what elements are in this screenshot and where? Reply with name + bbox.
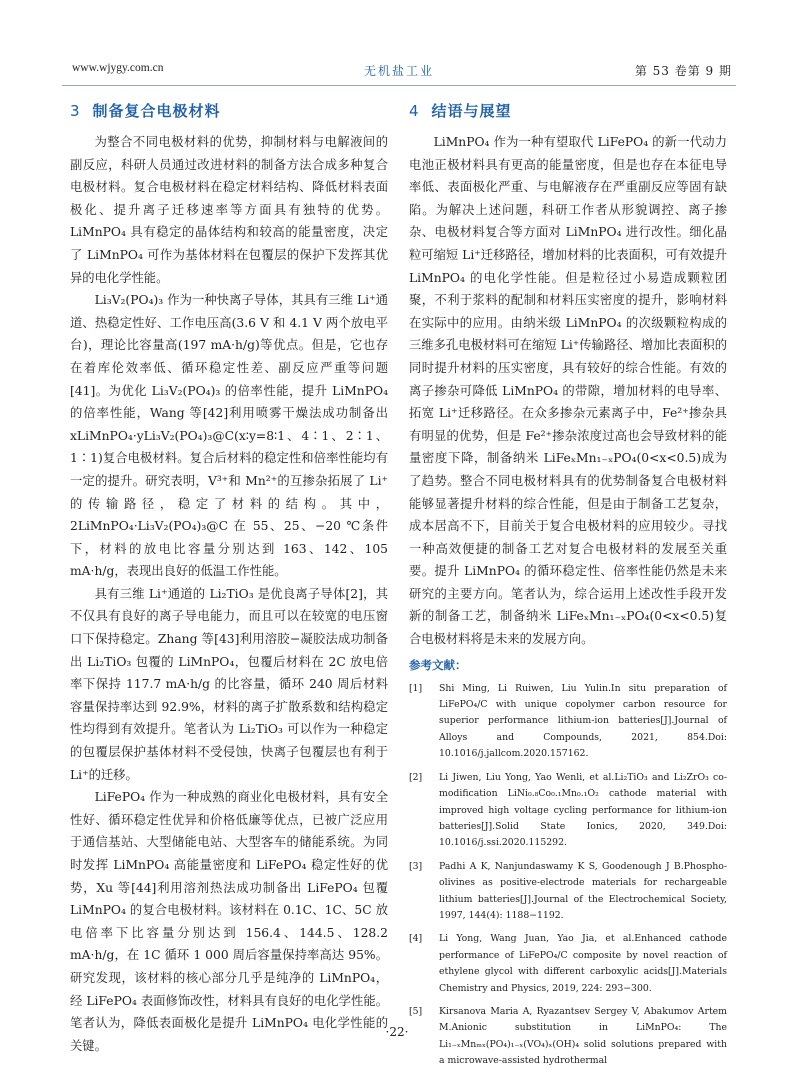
section-4-heading — [409, 100, 727, 121]
header-divider — [62, 85, 736, 86]
section-3-number: 3 — [70, 102, 81, 120]
section-4-title: 结语与展望 — [431, 102, 512, 120]
section-3-paragraph-3: 具有三维 Li⁺通道的 Li₂TiO₃ 是优良离子导体[2]，其不仅具有良好的离子导电能力，而且可以在较宽的电压窗口下保持稳定。Zhang 等[43]利用溶胶−凝胶法成功制备出 Li₂TiO₃ 包覆的 LiMnPO₄，包覆后材料在 2C 放电倍率下保持 117.7 mA·h/g 的比容量，循环 240 周后材料容量保持率达到 92.9%，材料的离子扩散系数和结构稳定性均得到有效提升。笔者认为 Li₂TiO₃ 可以作为一种稳定的包覆层保护基体材料不受侵蚀，快离子包覆层也有利于 Li⁺的迁移。 — [70, 586, 388, 782]
reference-item — [409, 770, 727, 852]
reference-index: [5] — [409, 1005, 423, 1017]
section-3-paragraph-1: 为整合不同电极材料的优势，抑制材料与电解液间的副反应，科研人员通过改进材料的制备方法合成多种复合电极材料。复合电极材料在稳定材料结构、降低材料表面极化、提升离子迁移速率等方面具有独特的优势。LiMnPO₄ 具有稳定的晶体结构和较高的能量密度，决定了 LiMnPO₄ 可作为基体材料在包覆层的保护下发挥其优异的电化学性能。 — [70, 135, 388, 285]
references-title: 参考文献： — [409, 657, 467, 672]
section-3-paragraph-2: Li₃V₂(PO₄)₃ 作为一种快离子导体，其具有三维 Li⁺通道、热稳定性好、工作电压高(3.6 V 和 4.1 V 两个放电平台)，理论比容量高(197 mA·h/g)等优点。但是，它也存在着库伦效率低、循环稳定性差、副反应严重等问题[41]。为优化 Li₃V₂(PO₄)₃ 的倍率性能，提升 LiMnPO₄ 的倍率性能，Wang 等[42]利用喷雾干燥法成功制备出 xLiMnPO₄·yLi₃V₂(PO₄)₃@C(x∶y=8∶1、4∶1、2∶1、1∶1)复合电极材料。复合后材料的稳定性和倍率性能均有一定的提升。研究表明，V³⁺和 Mn²⁺的互掺杂拓展了 Li⁺的传输路径，稳定了材料的结构。其中，2LiMnPO₄·Li₃V₂(PO₄)₃@C 在 55、25、−20 ℃条件下，材料的放电比容量分别达到 163、142、105 mA·h/g，表现出良好的低温工作性能。 — [70, 293, 388, 579]
section-3-heading — [70, 100, 388, 121]
reference-text: Li Yong, Wang Juan, Yao Jia, et al.Enhanced cathode performance of LiFePO₄/C composite by novel reaction of ethylene glycol with different carboxylic acids[J].Materials Chemistry and Physics, 2019, 224: 293−300. — [439, 933, 727, 994]
right-column — [409, 100, 727, 1077]
left-column — [70, 100, 388, 1057]
reference-text: Padhi A K, Nanjundaswamy K S, Goodenough J B.Phospho-olivines as positive-electrode materials for rechargeable lithium batteries[J].Journal of the Electrochemical Society, 1997, 144(4): 1188−1192. — [439, 860, 727, 921]
reference-text: Kirsanova Maria A, Ryazantsev Sergey V, Abakumov Artem M.Anionic substitution in LiMnPO₄: The Li₁₋ₓMnₘₓ(PO₄)₁₋ₓ(VO₄)ₓ(OH)₄ solid solutions prepared with a microwave-assisted hydrothermal — [439, 1005, 727, 1067]
page-number: ·22· — [385, 1025, 409, 1039]
reference-item — [409, 931, 727, 997]
reference-item — [409, 681, 727, 763]
section-3-paragraph-4: LiFePO₄ 作为一种成熟的商业化电极材料，具有安全性好、循环稳定性优异和价格低廉等优点，已被广泛应用于通信基站、大型储能电站、大型客车的储能系统。为同时发挥 LiMnPO₄ 高能量密度和 LiFePO₄ 稳定性好的优势，Xu 等[44]利用溶剂热法成功制备出 LiFePO₄ 包覆 LiMnPO₄ 的复合电极材料。该材料在 0.1C、1C、5C 放电倍率下比容量分别达到 156.4、144.5、128.2 mA·h/g，在 1C 循环 1 000 周后容量保持率高达 95%。研究发现，该材料的核心部分几乎是纯净的 LiMnPO₄，经 LiFePO₄ 表面修饰改性，材料具有良好的电化学性能。笔者认为，降低表面极化是提升 LiMnPO₄ 电化学性能的关键。 — [70, 790, 388, 1053]
reference-index: [3] — [409, 860, 423, 872]
reference-text: Li Jiwen, Liu Yong, Yao Wenli, et al.Li₂TiO₃ and Li₂ZrO₃ co-modification LiNi₀.₈Co₀.₁Mn₀.₁O₂ cathode material with improved high voltage cycling performance for lithium-ion batteries[J].Solid State Ionics, 2020, 349.Doi: 10.1016/j.ssi.2020.115292. — [439, 771, 727, 849]
reference-text: Shi Ming, Li Ruiwen, Liu Yulin.In situ preparation of LiFePO₄/C with unique copolymer carbon resource for superior performance lithium-ion batteries[J].Journal of Alloys and Compounds, 2021, 854.Doi: 10.1016/j.jallcom.2020.157162. — [439, 682, 727, 760]
section-4-number: 4 — [409, 102, 420, 120]
section-4-paragraph-1: LiMnPO₄ 作为一种有望取代 LiFePO₄ 的新一代动力电池正极材料具有更高的能量密度，但是也存在本征电导率低、表面极化严重、与电解液存在严重副反应等固有缺陷。为解决上述问题，科研工作者从形貌调控、离子掺杂、电极材料复合等方面对 LiMnPO₄ 进行改性。细化晶粒可缩短 Li⁺迁移路径，增加材料的比表面积，可有效提升 LiMnPO₄ 的电化学性能。但是粒径过小易造成颗粒团聚，不利于浆料的配制和材料压实密度的提升，影响材料在实际中的应用。由纳米级 LiMnPO₄ 的次级颗粒构成的三维多孔电极材料可在缩短 Li⁺传输路径、增加比表面积的同时提升材料的压实密度，具有较好的综合性能。有效的离子掺杂可降低 LiMnPO₄ 的带隙，增加材料的电导率、拓宽 Li⁺迁移路径。在众多掺杂元素离子中，Fe²⁺掺杂具有明显的优势，但是 Fe²⁺掺杂浓度过高也会导致材料的能量密度下降，制备纳米 LiFeₓMn₁₋ₓPO₄(0<x<0.5)成为了趋势。整合不同电极材料具有的优势制备复合电极材料能够显著提升材料的综合性能，但是由于制备工艺复杂，成本居高不下，目前关于复合电极材料的应用较少。寻找一种高效便捷的制备工艺对复合电极材料的发展至关重要。提升 LiMnPO₄ 的循环稳定性、倍率性能仍然是未来研究的主要方向。笔者认为，综合运用上述改性手段开发新的制备工艺，制备纳米 LiFeₓMn₁₋ₓPO₄(0<x<0.5)复合电极材料将是未来的发展方向。 — [409, 135, 727, 647]
reference-index: [4] — [409, 933, 423, 945]
page-header — [62, 62, 736, 84]
reference-item — [409, 859, 727, 925]
reference-index: [2] — [409, 771, 423, 783]
journal-website: www.wjygy.com.cn — [72, 62, 164, 74]
section-3-title: 制备复合电极材料 — [92, 102, 221, 120]
reference-index: [1] — [409, 682, 423, 694]
journal-name: 无机盐工业 — [363, 64, 434, 78]
issue-label: 第 53 卷第 9 期 — [634, 64, 732, 78]
